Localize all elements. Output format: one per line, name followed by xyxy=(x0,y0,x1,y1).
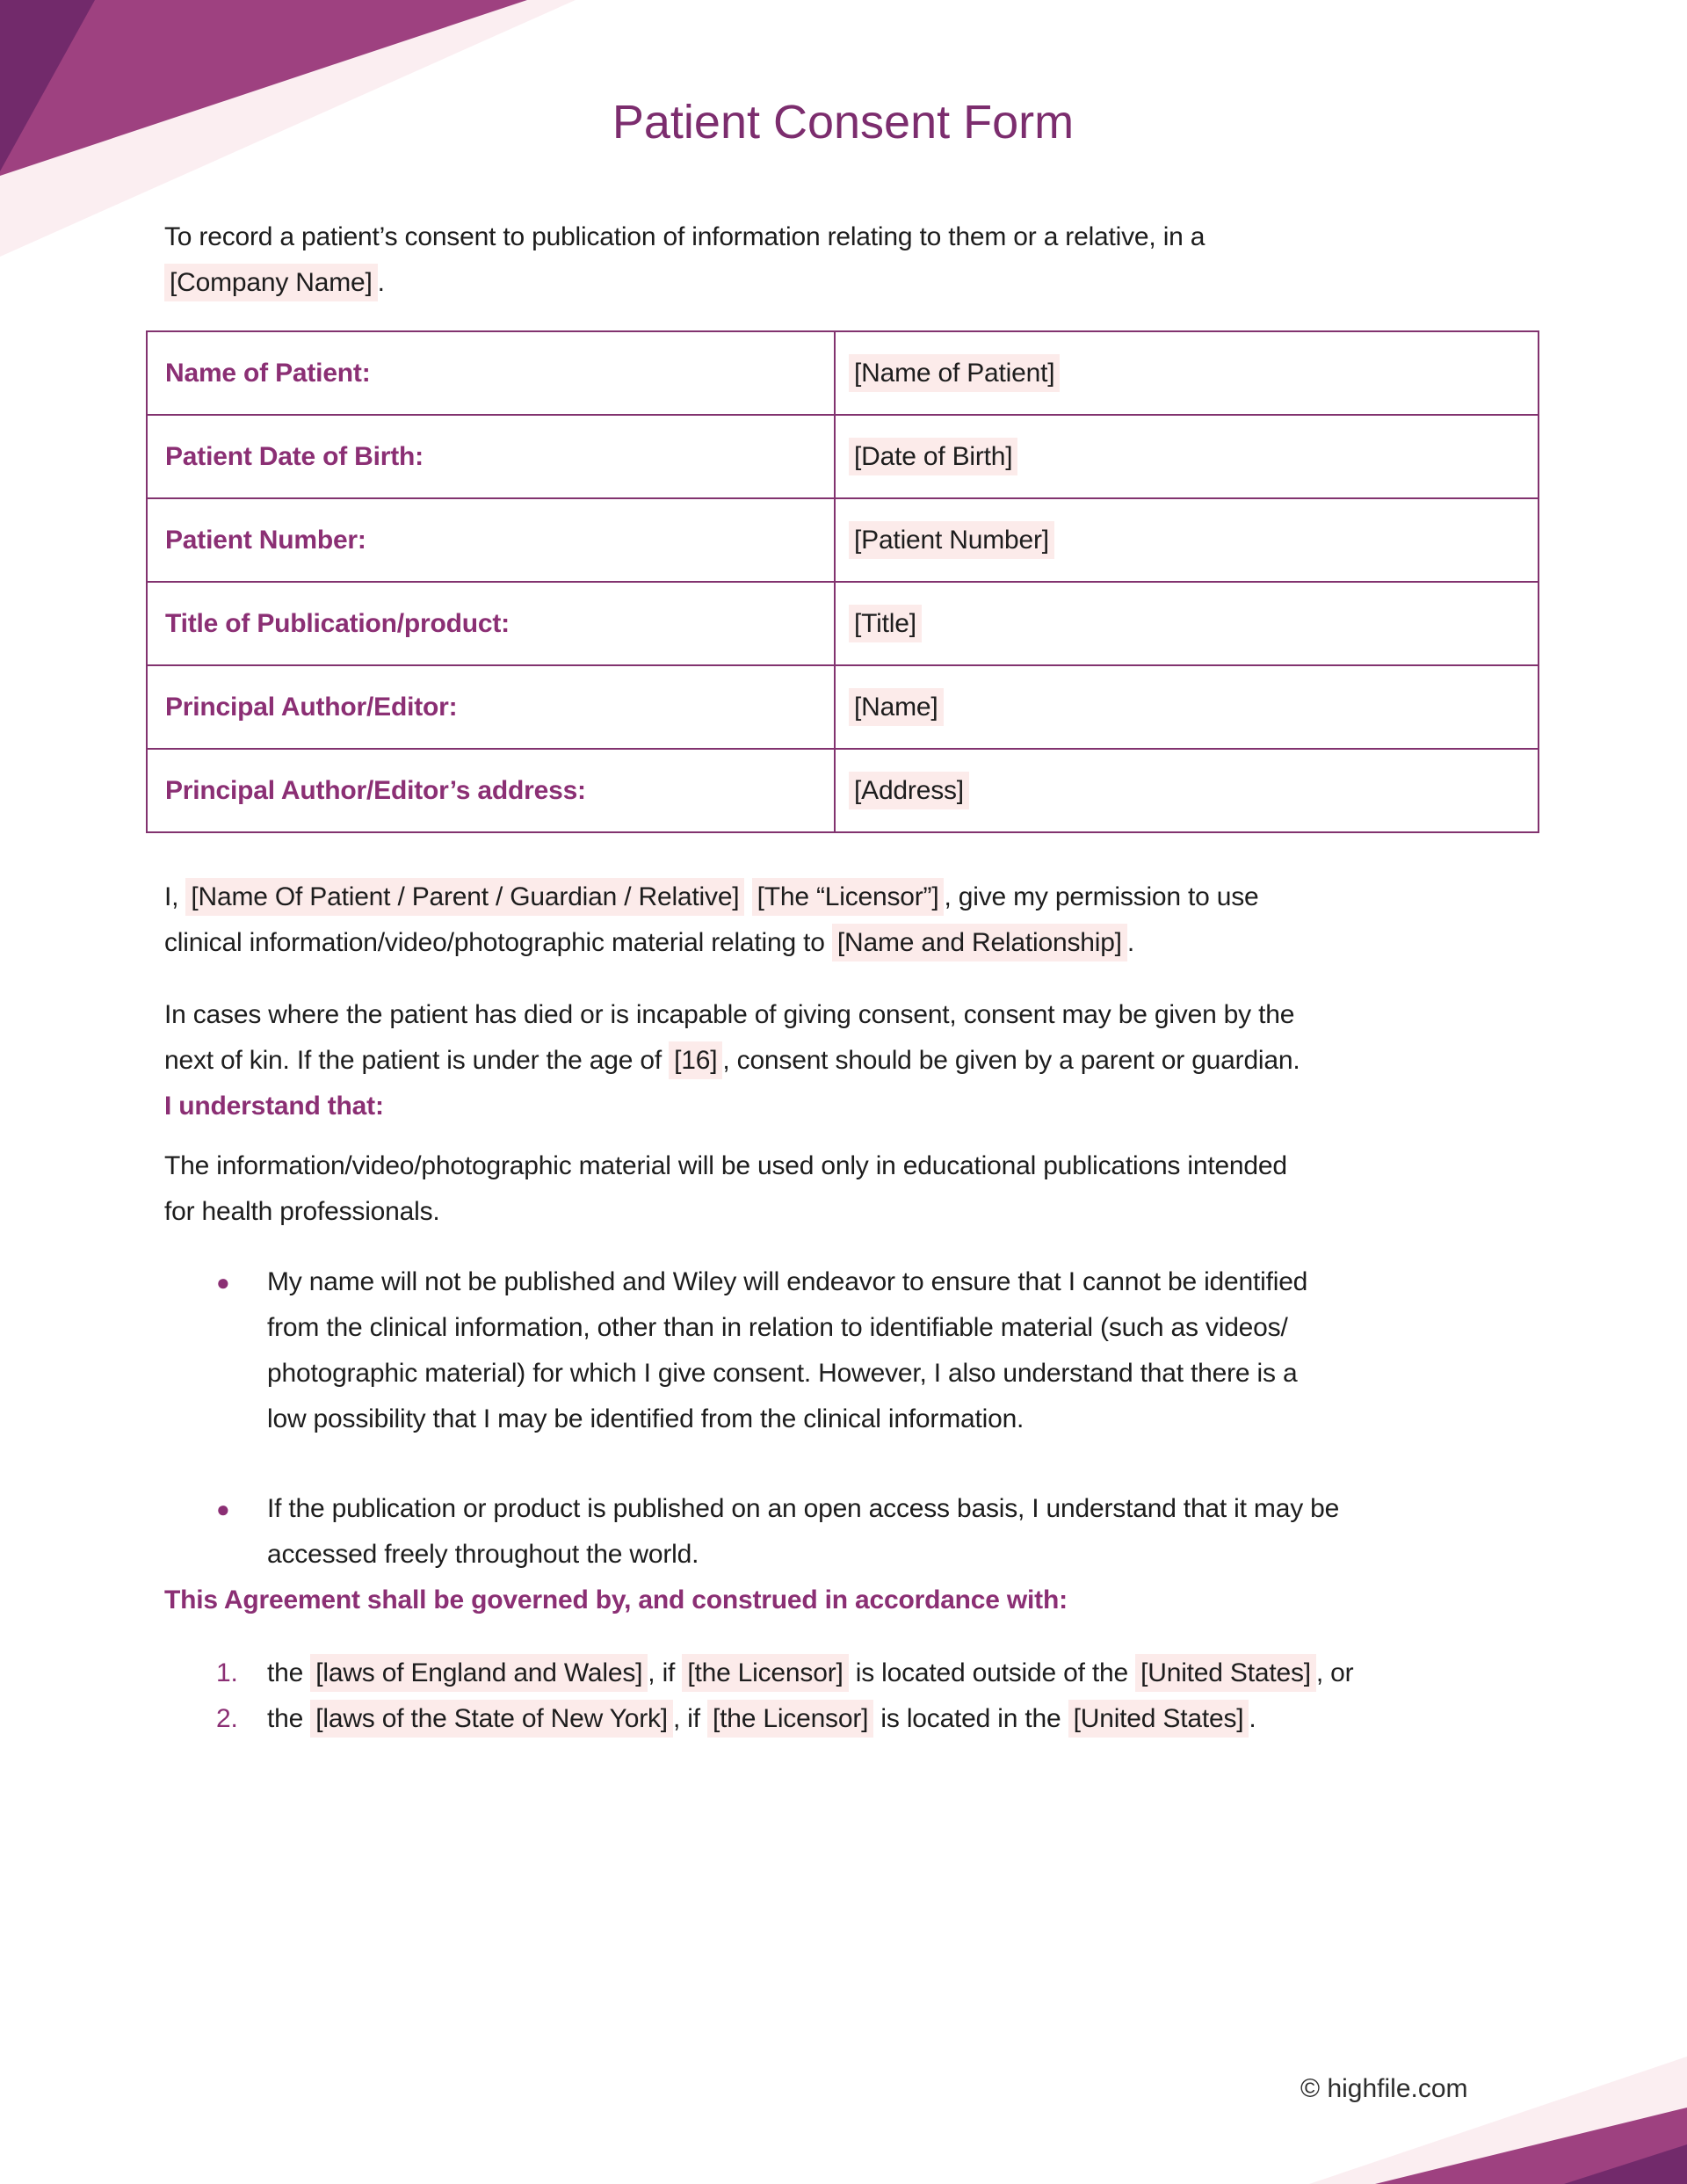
list-number: 2. xyxy=(216,1704,238,1733)
text-run: In cases where the patient has died or is incapable of giving consent, consent may be given by the xyxy=(164,1000,1295,1029)
footer-credit: © highfile.com xyxy=(1300,2074,1468,2103)
field-label: Name of Patient: xyxy=(147,331,835,415)
field-value xyxy=(835,582,1539,665)
bottom-right-decoration xyxy=(1300,2043,1687,2184)
placeholder-highlight: [Date of Birth] xyxy=(849,438,1017,475)
list-item-text xyxy=(267,1267,1307,1433)
field-label: Patient Date of Birth: xyxy=(147,415,835,498)
placeholder-highlight: [Name and Relationship] xyxy=(832,924,1127,961)
placeholder-highlight: [Patient Number] xyxy=(849,521,1054,559)
text-run: is located in the xyxy=(873,1704,1068,1733)
placeholder-highlight: [the Licensor] xyxy=(707,1700,873,1738)
text-run: . xyxy=(1126,928,1134,957)
placeholder-highlight: [Name] xyxy=(849,688,944,726)
text-run: , consent should be given by a parent or guardian. xyxy=(722,1046,1300,1075)
text-run: . xyxy=(1249,1704,1256,1733)
placeholder-highlight: [laws of England and Wales] xyxy=(310,1654,648,1692)
table-row xyxy=(147,749,1539,832)
list-item-text xyxy=(267,1700,1256,1738)
text-run: , if xyxy=(648,1658,683,1687)
field-label: Patient Number: xyxy=(147,498,835,582)
placeholder-highlight: [the Licensor] xyxy=(682,1654,848,1692)
text-run: , or xyxy=(1315,1658,1354,1687)
field-value xyxy=(835,665,1539,749)
placeholder-highlight: [Name of Patient] xyxy=(849,354,1060,392)
list-item xyxy=(164,1651,1522,1696)
intro-paragraph xyxy=(164,214,1522,306)
table-row xyxy=(147,582,1539,665)
placeholder-highlight: [United States] xyxy=(1135,1654,1316,1692)
bullet-icon: ● xyxy=(216,1269,230,1295)
governing-heading: This Agreement shall be governed by, and construed in accordance with: xyxy=(164,1585,1068,1614)
table-row xyxy=(147,331,1539,415)
document-content xyxy=(164,0,1522,1742)
text-run: photographic material) for which I give consent. However, I also understand that there is a xyxy=(267,1359,1298,1388)
field-label: Principal Author/Editor’s address: xyxy=(147,749,835,832)
governing-list xyxy=(164,1651,1522,1742)
text-run: , if xyxy=(672,1704,707,1733)
text-run: from the clinical information, other than in relation to identifiable material (such as videos/ xyxy=(267,1313,1288,1342)
text-run: low possibility that I may be identified from the clinical information. xyxy=(267,1404,1025,1433)
placeholder-highlight: [laws of the State of New York] xyxy=(310,1700,673,1738)
list-item xyxy=(164,1486,1522,1578)
placeholder-highlight: [Address] xyxy=(849,772,969,809)
next-of-kin-paragraph xyxy=(164,992,1522,1084)
text-run: The information/video/photographic material will be used only in educational publications intended xyxy=(164,1151,1287,1180)
text-run: My name will not be published and Wiley will endeavor to ensure that I cannot be identified xyxy=(267,1267,1308,1296)
understand-intro-paragraph xyxy=(164,1143,1522,1235)
understand-heading: I understand that: xyxy=(164,1092,384,1121)
placeholder-highlight: [Name Of Patient / Parent / Guardian / Relative] xyxy=(185,878,744,916)
field-label: Title of Publication/product: xyxy=(147,582,835,665)
text-run: If the publication or product is published on an open access basis, I understand that it may be xyxy=(267,1494,1340,1523)
list-item-text xyxy=(267,1654,1353,1692)
text-run xyxy=(744,882,751,911)
text-run: for health professionals. xyxy=(164,1197,440,1226)
text-run: is located outside of the xyxy=(848,1658,1136,1687)
list-number: 1. xyxy=(216,1658,238,1687)
text-run: . xyxy=(377,268,385,297)
table-row xyxy=(147,665,1539,749)
text-run: the xyxy=(267,1658,311,1687)
list-item xyxy=(164,1696,1522,1742)
list-item-text xyxy=(267,1494,1339,1569)
field-value xyxy=(835,749,1539,832)
bullet-icon: ● xyxy=(216,1496,230,1522)
field-value xyxy=(835,498,1539,582)
text-run: clinical information/video/photographic material relating to xyxy=(164,928,832,957)
table-row xyxy=(147,415,1539,498)
placeholder-highlight: [United States] xyxy=(1068,1700,1249,1738)
placeholder-highlight: [Title] xyxy=(849,605,922,642)
page-title: Patient Consent Form xyxy=(612,96,1075,149)
understand-bullet-list xyxy=(164,1259,1522,1578)
text-run: the xyxy=(267,1704,311,1733)
table-row xyxy=(147,498,1539,582)
field-value xyxy=(835,415,1539,498)
placeholder-highlight: [16] xyxy=(669,1041,722,1079)
list-item xyxy=(164,1259,1522,1442)
text-run: , give my permission to use xyxy=(944,882,1259,911)
permission-paragraph xyxy=(164,874,1522,966)
text-run: accessed freely throughout the world. xyxy=(267,1540,699,1569)
text-run: next of kin. If the patient is under the age of xyxy=(164,1046,670,1075)
patient-details-table xyxy=(146,330,1539,833)
field-label: Principal Author/Editor: xyxy=(147,665,835,749)
field-value xyxy=(835,331,1539,415)
patient-details-rows xyxy=(147,331,1539,832)
placeholder-highlight: [Company Name] xyxy=(164,264,378,301)
text-run: I, xyxy=(164,882,186,911)
placeholder-highlight: [The “Licensor”] xyxy=(752,878,945,916)
text-run: To record a patient’s consent to publication of information relating to them or a relative, in a xyxy=(164,222,1206,251)
